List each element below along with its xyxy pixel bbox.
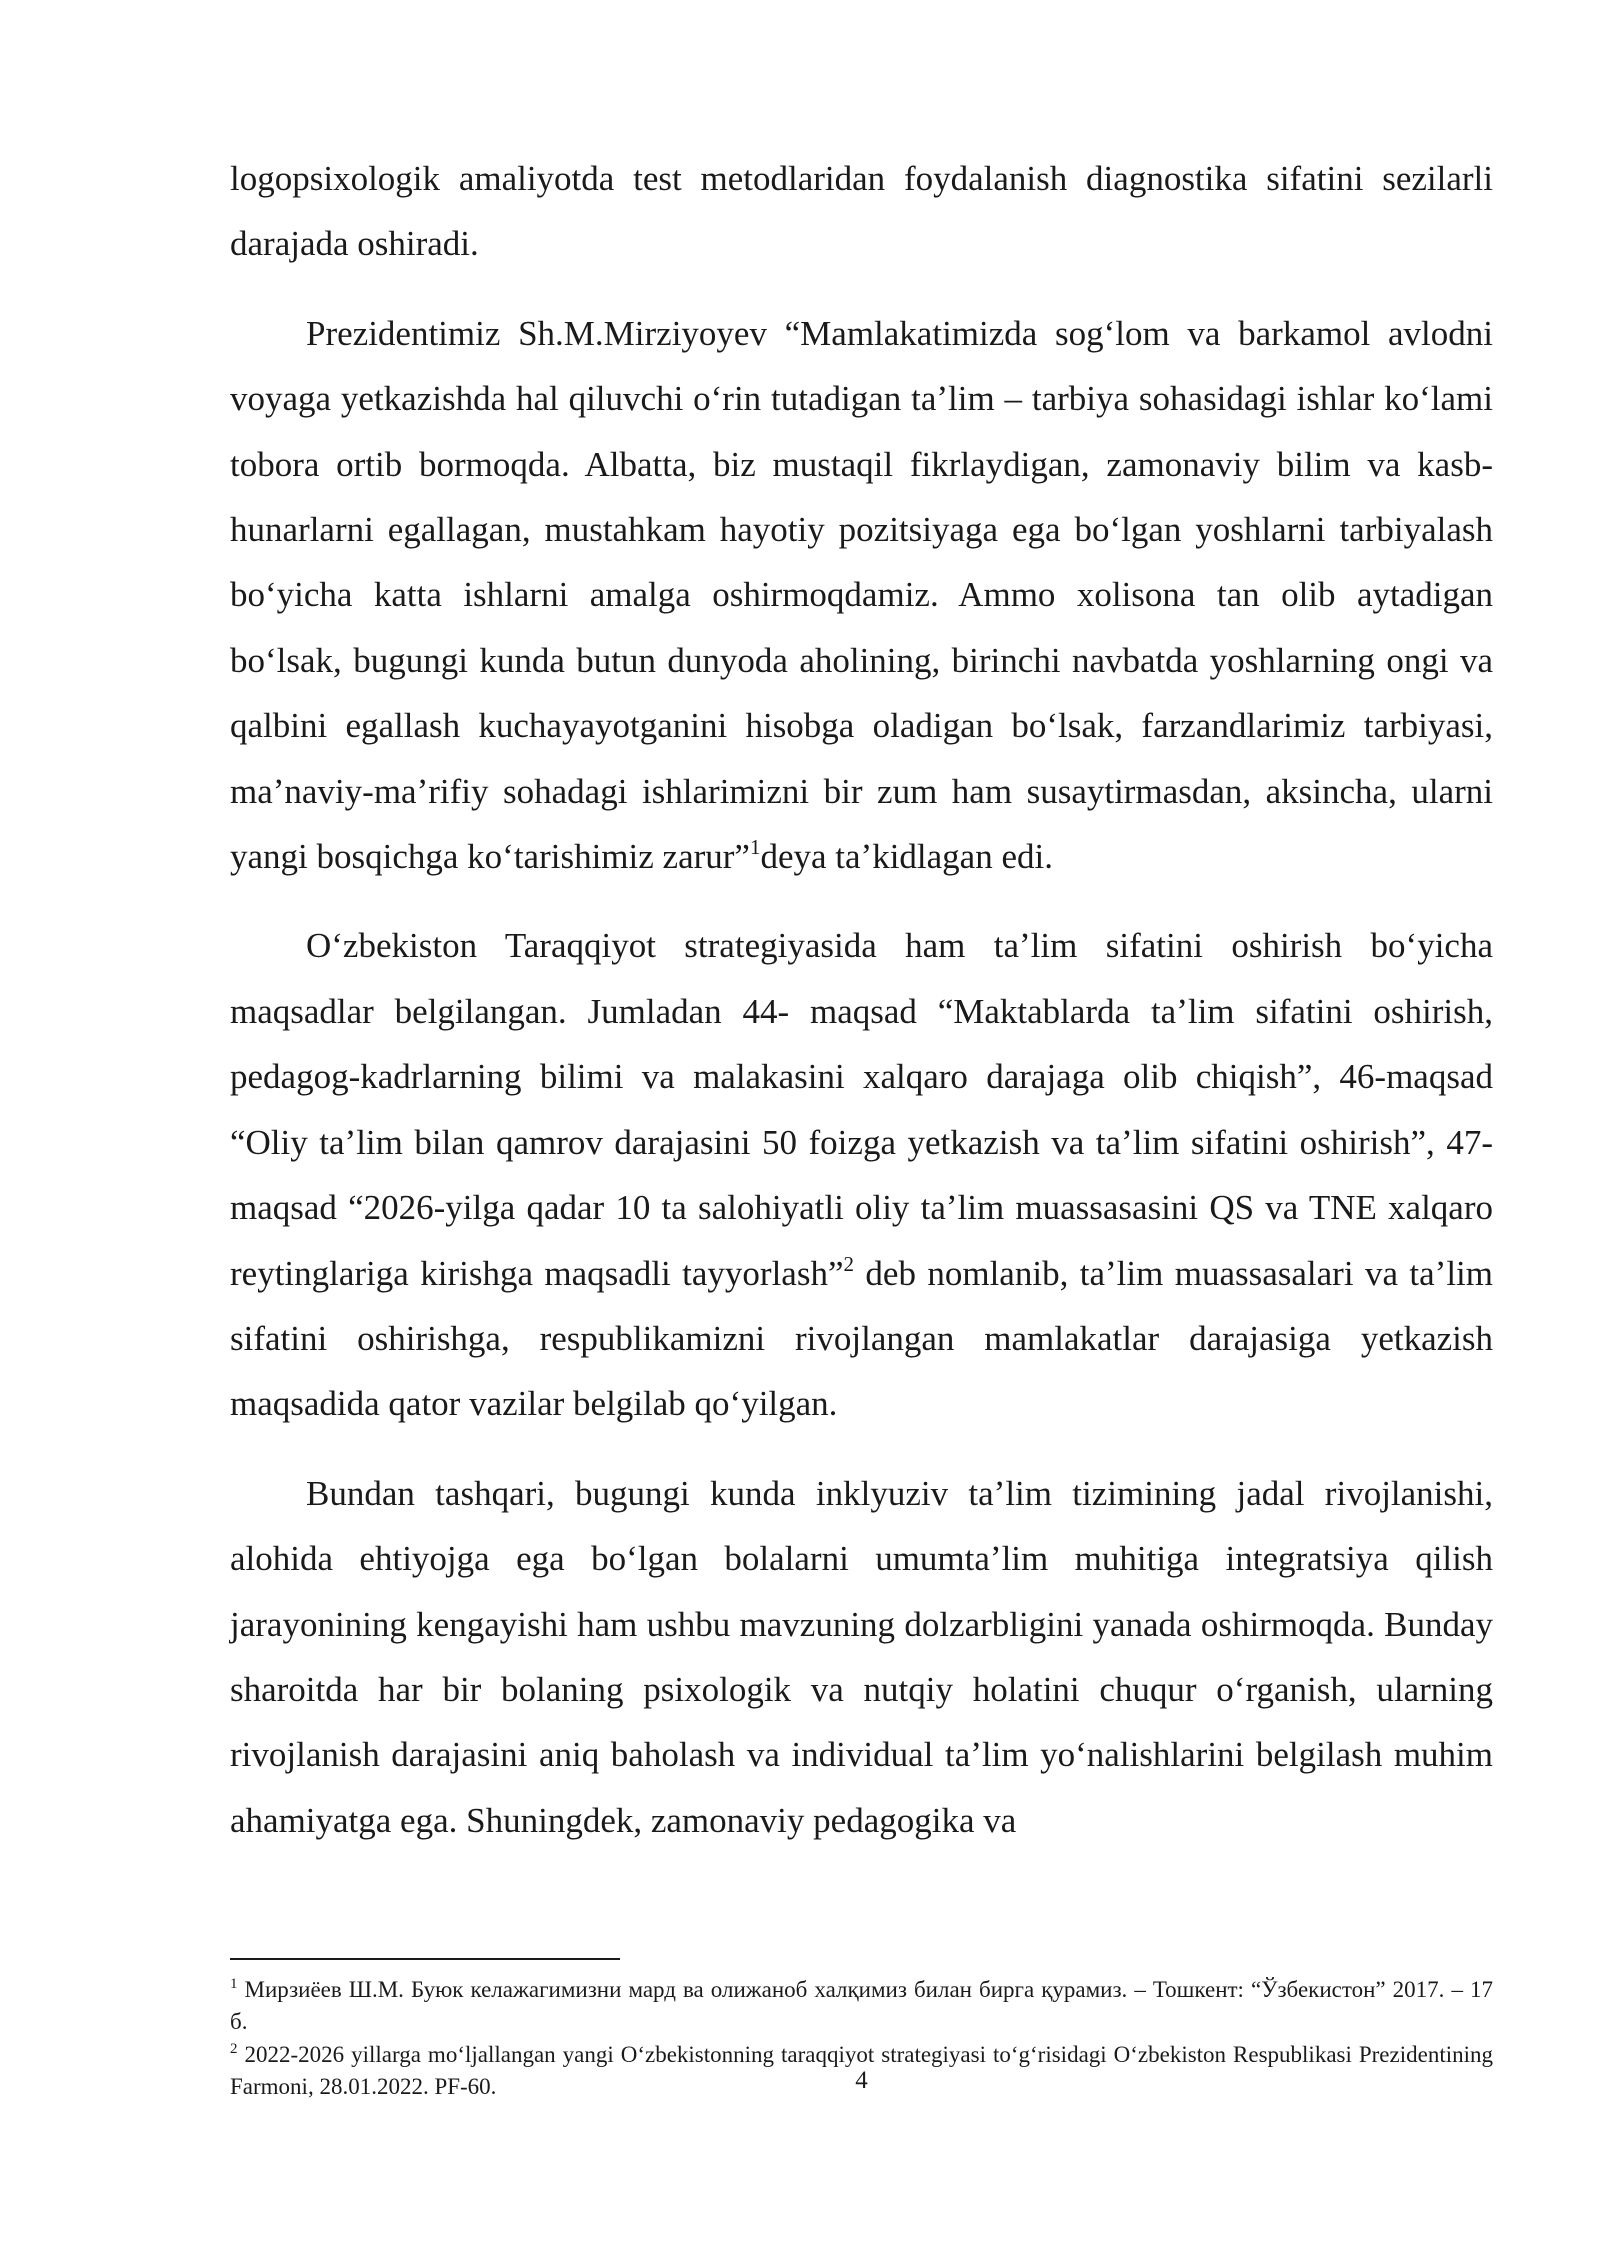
footnote-marker: 2 [230,2041,238,2057]
page-number: 4 [855,2067,868,2094]
footnote-reference-2[interactable]: 2 [843,1251,854,1276]
footnote-1 [230,1974,1493,2037]
paragraph-text: Oʻzbekiston Taraqqiyot strategiyasida ham taʼlim sifatini oshirish boʻyicha maqsadlar belgilangan. Jumladan 44- maqsad “Maktablarda taʼlim sifatini oshirish, pedagog-kadrlarning bilimi va malakasini xalqaro darajaga olib chiqish”, 46-maqsad “Oliy taʼlim bilan qamrov darajasini 50 foizga yetkazish va taʼlim sifatini oshirish”, 47-maqsad “2026-yilga qadar 10 ta salohiyatli oliy taʼlim muassasasini QS va TNE xalqaro reytinglariga kirishga maqsadli tayyorlash” [230,926,1493,1293]
footnote-reference-1[interactable]: 1 [749,835,761,860]
footnote-separator [230,1958,620,1960]
footnote-text: 2022-2026 yillarga moʻljallangan yangi Oʻzbekistonning taraqqiyot strategiyasi toʻgʻrisidagi Oʻzbekiston Respublikasi Prezidentining Farmoni, 28.01.2022. PF-60. [230,2042,1493,2099]
paragraph-text: deya taʼkidlagan edi. [760,837,1053,877]
paragraph-president-quote [230,301,1493,890]
paragraph-development-strategy [230,913,1493,1436]
document-body [230,146,1493,1877]
paragraph-intro-continuation: logopsixologik amaliyotda test metodlaridan foydalanish diagnostika sifatini sezilarli darajada oshiradi. [230,159,1493,264]
paragraph-text: Prezidentimiz Sh.M.Mirziyoyev “Mamlakatimizda sogʻlom va barkamol avlodni voyaga yetkazishda hal qiluvchi oʻrin tutadigan taʼlim – tarbiya sohasidagi ishlar koʻlami tobora ortib bormoqda. Albatta, biz mustaqil fikrlaydigan, zamonaviy bilim va kasb-hunarlarni egallagan, mustahkam hayotiy pozitsiyaga ega boʻlgan yoshlarni tarbiyalash boʻyicha katta ishlarni amalga oshirmoqdamiz. Ammo xolisona tan olib aytadigan boʻlsak, bugungi kunda butun dunyoda aholining, birinchi navbatda yoshlarning ongi va qalbini egallash kuchayayotganini hisobga oladigan boʻlsak, farzandlarimiz tarbiyasi, maʼnaviy-maʼrifiy sohadagi ishlarimizni bir zum ham susaytirmasdan, aksincha, ularni yangi bosqichga koʻtarishimiz zarur” [230,313,1493,877]
footnote-text: Мирзиёев Ш.М. Буюк келажагимизни мард ва олижаноб халқимиз билан бирга қурамиз. – Тошкент: “Ўзбекистон” 2017. – 17 б. [230,1977,1493,2034]
paragraph-inclusive-education: Bundan tashqari, bugungi kunda inklyuziv taʼlim tizimining jadal rivojlanishi, alohida ehtiyojga ega boʻlgan bolalarni umumtaʼlim muhitiga integratsiya qilish jarayonining kengayishi ham ushbu mavzuning dolzarbligini yanada oshirmoqda. Bunday sharoitda har bir bolaning psixologik va nutqiy holatini chuqur oʻrganish, ularning rivojlanish darajasini aniq baholash va individual taʼlim yoʻnalishlarini belgilash muhim ahamiyatga ega. Shuningdek, zamonaviy pedagogika va [230,1473,1493,1840]
footnote-marker: 1 [230,1976,238,1992]
paragraph-text: deb nomlanib, taʼlim muassasalari va taʼlim sifatini oshirishga, respublikamizni rivojlangan mamlakatlar darajasiga yetkazish maqsadida qator vazilar belgilab qoʻyilgan. [230,1253,1493,1424]
